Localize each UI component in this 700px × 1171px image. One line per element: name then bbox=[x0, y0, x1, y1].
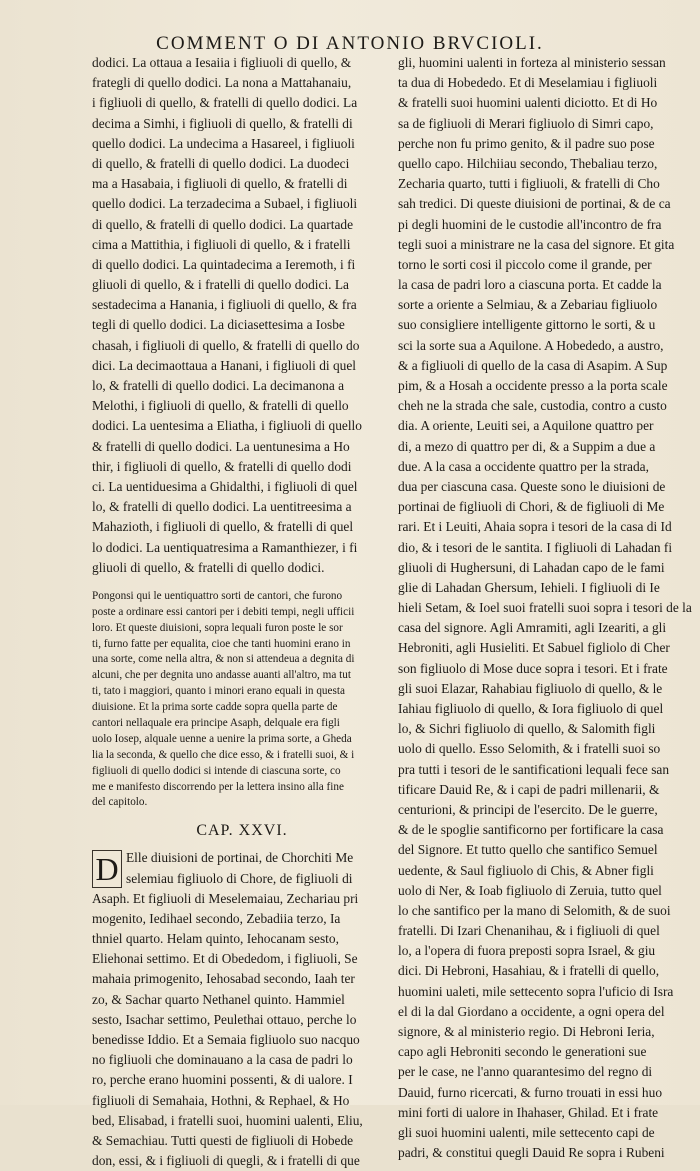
text-line: di quello, & fratelli di quello dodici. La quartade bbox=[92, 216, 354, 232]
note-line: Pongonsi qui le uentiquattro sorti de cantori, che furono bbox=[92, 589, 343, 602]
running-head: COMMENT O DI ANTONIO BRVCIOLI. bbox=[156, 33, 544, 54]
note-line: uolo Iosep, alquale uenne a uenire la prima sorte, a Gheda bbox=[92, 732, 352, 745]
text-line: due. A la casa a occidente quattro per la strada, bbox=[398, 458, 649, 474]
text-line: son figliuolo di Mose duce sopra i tesori. Et i frate bbox=[398, 660, 668, 676]
note-line: loro. Et queste diuisioni, sopra lequali furon poste le sor bbox=[92, 621, 343, 634]
text-line: ma a Hasabaia, i figliuoli di quello, & fratelli di bbox=[92, 176, 348, 192]
drop-cap: D bbox=[92, 850, 122, 888]
text-line: portinai de figliuoli di Chori, & de figliuoli di Me bbox=[398, 499, 665, 515]
text-line: dodici. La ottaua a Iesaiia i figliuoli di quello, & bbox=[92, 55, 352, 70]
text-line: hieli Setam, & Ioel suoi fratelli suoi sopra i tesori de la bbox=[398, 600, 692, 616]
text-line: signore, & al ministerio regio. Di Hebroni Ieria, bbox=[398, 1024, 655, 1039]
text-line: Melothi, i figliuoli di quello, & fratelli di quello bbox=[92, 398, 349, 414]
note-line: figliuoli di quello dodici si intende di ciascuna sorte, co bbox=[92, 764, 341, 777]
text-line: uolo di quello. Esso Selomith, & i fratelli suoi so bbox=[398, 741, 661, 757]
text-line: sorte a oriente a Selmiau, & a Zebariau figliuolo bbox=[398, 297, 658, 313]
text-line: uedente, & Saul figliuolo di Chis, & Abner figli bbox=[398, 862, 654, 878]
text-line: ci. La uentiduesima a Ghidalthi, i figliuoli di quel bbox=[92, 478, 358, 494]
note-line: lia la seconda, & quello che dice esso, & i fratelli suoi, & i bbox=[92, 748, 355, 761]
text-line: gliuoli di quello, & fratelli di quello dodici. bbox=[92, 559, 325, 575]
text-line: sa de figliuoli di Merari figliuolo di Simri capo, bbox=[398, 115, 654, 131]
text-line: lo, & fratelli di quello dodici. La decimanona a bbox=[92, 378, 345, 393]
text-line: gli suoi Elazar, Rahabiau figliuolo di quello, & le bbox=[398, 680, 663, 696]
text-line: rari. Et i Leuiti, Ahaia sopra i tesori de la casa di Id bbox=[398, 519, 672, 535]
chapter-line: selemiau figliuolo di Chore, de figliuoli di bbox=[126, 870, 353, 886]
note-line: diuisione. Et la prima sorte cadde sopra quella parte de bbox=[92, 701, 338, 714]
text-line: sestadecima a Hanania, i figliuoli di quello, & fra bbox=[92, 297, 357, 313]
text-line: tegli di quello dodici. La diciasettesima a Iosbe bbox=[92, 317, 345, 333]
text-line: gli, huomini ualenti in forteza al ministerio sessan bbox=[398, 55, 666, 70]
left-column bbox=[92, 53, 392, 1171]
text-line: lo, & Sichri figliuolo di quello, & Salomith figli bbox=[398, 721, 656, 737]
text-line: tificare Dauid Re, & i capi de padri millenarii, & bbox=[398, 781, 660, 797]
chapter-line: ro, perche erano huomini possenti, & di ualore. I bbox=[92, 1072, 353, 1088]
text-line: padri, & constitui quegli Dauid Re sopra i Rubeni bbox=[398, 1145, 665, 1161]
chapter-line: zo, & Sachar quarto Nethanel quinto. Hammiel bbox=[92, 991, 345, 1007]
text-line: per le case, ne l'anno quarantesimo del regno di bbox=[398, 1064, 653, 1080]
note-line: una sorte, come nella altra, & non si attendeua a degnita di bbox=[92, 653, 355, 666]
note-line: del capitolo. bbox=[92, 796, 148, 809]
chapter-line: bed, Elisabad, i fratelli suoi, huomini ualenti, Eliu, bbox=[92, 1112, 363, 1128]
chapter-line: Asaph. Et figliuoli di Meselemaiau, Zechariau pri bbox=[92, 890, 359, 906]
text-line: & a figliuoli di quello de la casa di Asapim. A Sup bbox=[398, 357, 668, 373]
right-column bbox=[398, 53, 692, 1163]
chapter-line: & Semachiau. Tutti questi de figliuoli di Hobede bbox=[92, 1132, 354, 1148]
text-line: & de le spoglie santificorno per fortificare la casa bbox=[398, 822, 664, 838]
text-line: gliuoli di Hughersuni, di Lahadan capo de le fami bbox=[398, 559, 665, 575]
chapter-line: mogenito, Iedihael secondo, Zebadiia terzo, Ia bbox=[92, 910, 341, 926]
chapter-heading: CAP. XXVI. bbox=[196, 822, 288, 840]
text-line: gli suoi huomini ualenti, mile settecento capi de bbox=[398, 1124, 655, 1140]
text-line: la casa de padri loro a ciascuna porta. Et cadde la bbox=[398, 277, 662, 293]
chapter-line: figliuoli di Semahaia, Hothni, & Rephael, & Ho bbox=[92, 1092, 350, 1108]
text-line: tegli suoi a ministrare ne la casa del signore. Et gita bbox=[398, 236, 675, 252]
text-line: decima a Simhi, i figliuoli di quello, & fratelli di bbox=[92, 115, 353, 131]
text-line: el di la dal Giordano a occidente, a ogni opera del bbox=[398, 1003, 665, 1019]
text-line: capo agli Hebroniti secondo le generationi sue bbox=[398, 1044, 647, 1060]
text-line: chasah, i figliuoli di quello, & fratelli di quello do bbox=[92, 337, 360, 353]
chapter-line: Eliehonai settimo. Et di Obededom, i figliuoli, Se bbox=[92, 951, 358, 967]
note-line: poste a ordinare essi cantori per i debiti tempi, negli ufficii bbox=[92, 605, 355, 618]
chapter-body bbox=[92, 848, 392, 1171]
chapter-line: thniel quarto. Helam quinto, Iehocanam sesto, bbox=[92, 931, 339, 947]
text-line: Dauid, furno ricercati, & furno trouati in essi huo bbox=[398, 1084, 663, 1100]
text-line: perche non fu primo genito, & il padre suo pose bbox=[398, 135, 655, 151]
note-line: cantori nellaquale era principe Asaph, delquale era figli bbox=[92, 717, 340, 729]
text-line: dia. A oriente, Leuiti sei, a Aquilone quattro per bbox=[398, 418, 654, 434]
text-line: torno le sorti cosi il piccolo come il grande, per bbox=[398, 256, 652, 272]
text-line: i figliuoli di quello, & fratelli di quello dodici. La bbox=[92, 95, 358, 111]
commentary-note bbox=[92, 589, 392, 811]
text-line: di quello dodici. La quintadecima a Ieremoth, i fi bbox=[92, 256, 356, 272]
text-line: cima a Mattithia, i figliuoli di quello, & i fratelli bbox=[92, 236, 351, 252]
text-line: Hebroniti, agli Husieliti. Et Sabuel figliolo di Cher bbox=[398, 640, 670, 656]
note-line: ti, tato i maggiori, quanto i minori erano equali in questa bbox=[92, 685, 345, 698]
text-line: quello capo. Hilchiiau secondo, Thebaliau terzo, bbox=[398, 155, 658, 171]
text-line: cheh ne la strada che sale, custodia, contro a custo bbox=[398, 398, 667, 414]
text-line: dici. La decimaottaua a Hanani, i figliuoli di quel bbox=[92, 357, 357, 373]
text-line: sah tredici. Di queste diuisioni de portinai, & de ca bbox=[398, 196, 671, 212]
text-line: quello dodici. La undecima a Hasareel, i figliuoli bbox=[92, 135, 355, 151]
text-line: Zecharia quarto, tutti i figliuoli, & fratelli di Cho bbox=[398, 176, 660, 192]
text-line: di, a mezo di quattro per di, & a Suppim a due a bbox=[398, 438, 656, 454]
chapter-line: benedisse Iddio. Et a Semaia figliuolo suo nacquo bbox=[92, 1032, 360, 1048]
text-line: glie di Lahadan Ghersum, Iehieli. I figliuoli di Ie bbox=[398, 579, 660, 595]
text-line: lo, a l'opera di fuora preposti sopra Israel, & giu bbox=[398, 943, 656, 959]
note-line: me e manifesto discorrendo per la lettera insino alla fine bbox=[92, 780, 344, 793]
text-line: pim, & a Hosah a occidente presso a la porta scale bbox=[398, 378, 668, 393]
text-line: dodici. La uentesima a Eliatha, i figliuoli di quello bbox=[92, 418, 362, 434]
note-line: ti, furno fatte per equalita, cioe che tanti huomini erano in bbox=[92, 637, 351, 650]
text-line: del Signore. Et tutto quello che santifico Semuel bbox=[398, 842, 658, 858]
text-line: thir, i figliuoli di quello, & fratelli di quello dodi bbox=[92, 458, 352, 474]
text-line: fratelli. Di Izari Chenanihau, & i figliuoli di quel bbox=[398, 923, 660, 939]
note-line: alcuni, che per degnita uno andasse auanti all'altro, ma tut bbox=[92, 669, 351, 682]
text-line: casa del signore. Agli Amramiti, agli Izeariti, a gli bbox=[398, 620, 667, 636]
text-line: gliuoli di quello, & i fratelli di quello dodici. La bbox=[92, 277, 349, 293]
text-line: dua per ciascuna casa. Queste sono le diuisioni de bbox=[398, 478, 666, 494]
text-line: mini forti di ualore in Ihahaser, Ghilad. Et i frate bbox=[398, 1104, 659, 1120]
chapter-line: no figliuoli che dominauano a la casa de padri lo bbox=[92, 1052, 353, 1068]
text-line: frategli di quello dodici. La nona a Mattahanaiu, bbox=[92, 75, 352, 91]
text-line: & fratelli suoi huomini ualenti diciotto. Et di Ho bbox=[398, 95, 658, 111]
text-line: lo che santifico per la mano di Selomith, & de suoi bbox=[398, 902, 671, 918]
text-line: sci la sorte sua a Aquilone. A Hobededo, a austro, bbox=[398, 337, 664, 353]
text-line: huomini ualeti, mile settecento sopra l'uficio di Isra bbox=[398, 983, 674, 999]
text-line: & fratelli di quello dodici. La uentunesima a Ho bbox=[92, 438, 350, 454]
text-line: di quello, & fratelli di quello dodici. La duodeci bbox=[92, 155, 350, 171]
text-line: uolo di Ner, & Ioab figliuolo di Zeruia, tutto quel bbox=[398, 882, 662, 898]
text-line: quello dodici. La terzadecima a Subael, i figliuoli bbox=[92, 196, 358, 212]
text-line: lo, & fratelli di quello dodici. La uentitreesima a bbox=[92, 499, 352, 515]
text-line: centurioni, & principi de l'esercito. De le guerre, bbox=[398, 801, 658, 817]
text-line: suo consigliere intelligente gittorno le sorti, & u bbox=[398, 317, 656, 333]
chapter-line: don, essi, & i figliuoli di quegli, & i fratelli di que bbox=[92, 1153, 360, 1169]
left-main-text bbox=[92, 53, 392, 578]
text-line: pi degli huomini de le custodie all'incontro de fra bbox=[398, 216, 662, 232]
chapter-line: Elle diuisioni de portinai, de Chorchiti Me bbox=[126, 850, 354, 866]
text-line: Mahazioth, i figliuoli di quello, & fratelli di quel bbox=[92, 519, 354, 535]
text-line: dio, & i tesori de le santita. I figliuoli di Lahadan fi bbox=[398, 539, 673, 555]
chapter-line: mahaia primogenito, Iehosabad secondo, Iaah ter bbox=[92, 971, 355, 987]
text-line: dici. Di Hebroni, Hasahiau, & i fratelli di quello, bbox=[398, 963, 660, 979]
chapter-line: sesto, Isachar settimo, Peulethai ottauo, perche lo bbox=[92, 1011, 357, 1027]
text-line: pra tutti i tesori de le santificationi lequali fece san bbox=[398, 761, 670, 777]
text-line: ta dua di Hobededo. Et di Meselamiau i figliuoli bbox=[398, 75, 658, 91]
text-line: lo dodici. La uentiquatresima a Ramanthiezer, i fi bbox=[92, 539, 358, 555]
text-line: Iahiau figliuolo di quello, & Iora figliuolo di quel bbox=[398, 701, 664, 716]
